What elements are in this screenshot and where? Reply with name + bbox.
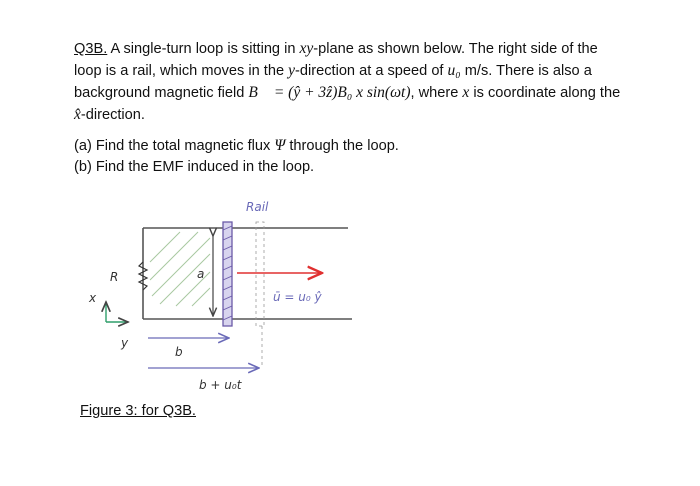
- math-u0: u₀: [447, 62, 461, 79]
- question-label: Q3B.: [74, 41, 108, 57]
- part-b: (b) Find the EMF induced in the loop.: [74, 159, 315, 175]
- line3-text: background magnetic field: [74, 85, 249, 101]
- line2-text2: -direction at a speed of: [295, 63, 448, 79]
- figure-caption: Figure 3: for Q3B.: [80, 403, 196, 419]
- line1-text: A single-turn loop is sitting in: [107, 41, 300, 57]
- line4-text: -direction.: [80, 107, 145, 123]
- resistor-label: R: [110, 270, 119, 284]
- line2-text3: m/s. There is also a: [460, 63, 592, 79]
- b-ut-label: b + u₀t: [199, 378, 242, 392]
- moving-rail: [223, 222, 232, 326]
- axis-y-label: y: [121, 336, 129, 350]
- math-psi: Ψ: [274, 137, 286, 154]
- line3-text3: is coordinate along the: [469, 85, 621, 101]
- axis-indicator: [106, 302, 128, 322]
- math-field: B⃗ = (ŷ + 3ẑ)B₀ x sin(ωt): [248, 84, 411, 101]
- math-xy: xy: [299, 40, 314, 57]
- part-a-post: through the loop.: [285, 138, 399, 154]
- line1-text2: -plane as shown below. The right side of the: [313, 41, 598, 57]
- side-a-label: a: [197, 267, 205, 281]
- math-x: x: [462, 84, 470, 101]
- math-xhat: x̂: [74, 106, 81, 123]
- line2-text: loop is a rail, which moves in the: [74, 63, 289, 79]
- b-label: b: [175, 345, 183, 359]
- velocity-label: ū = u₀ ŷ: [273, 290, 322, 304]
- line3-text2: , where: [410, 85, 463, 101]
- math-y: y: [288, 62, 296, 79]
- part-a-pre: (a) Find the total magnetic flux: [74, 138, 275, 154]
- rail-label: Rail: [246, 200, 269, 214]
- axis-x-label: x: [89, 291, 97, 305]
- future-rail-outline: [256, 222, 264, 326]
